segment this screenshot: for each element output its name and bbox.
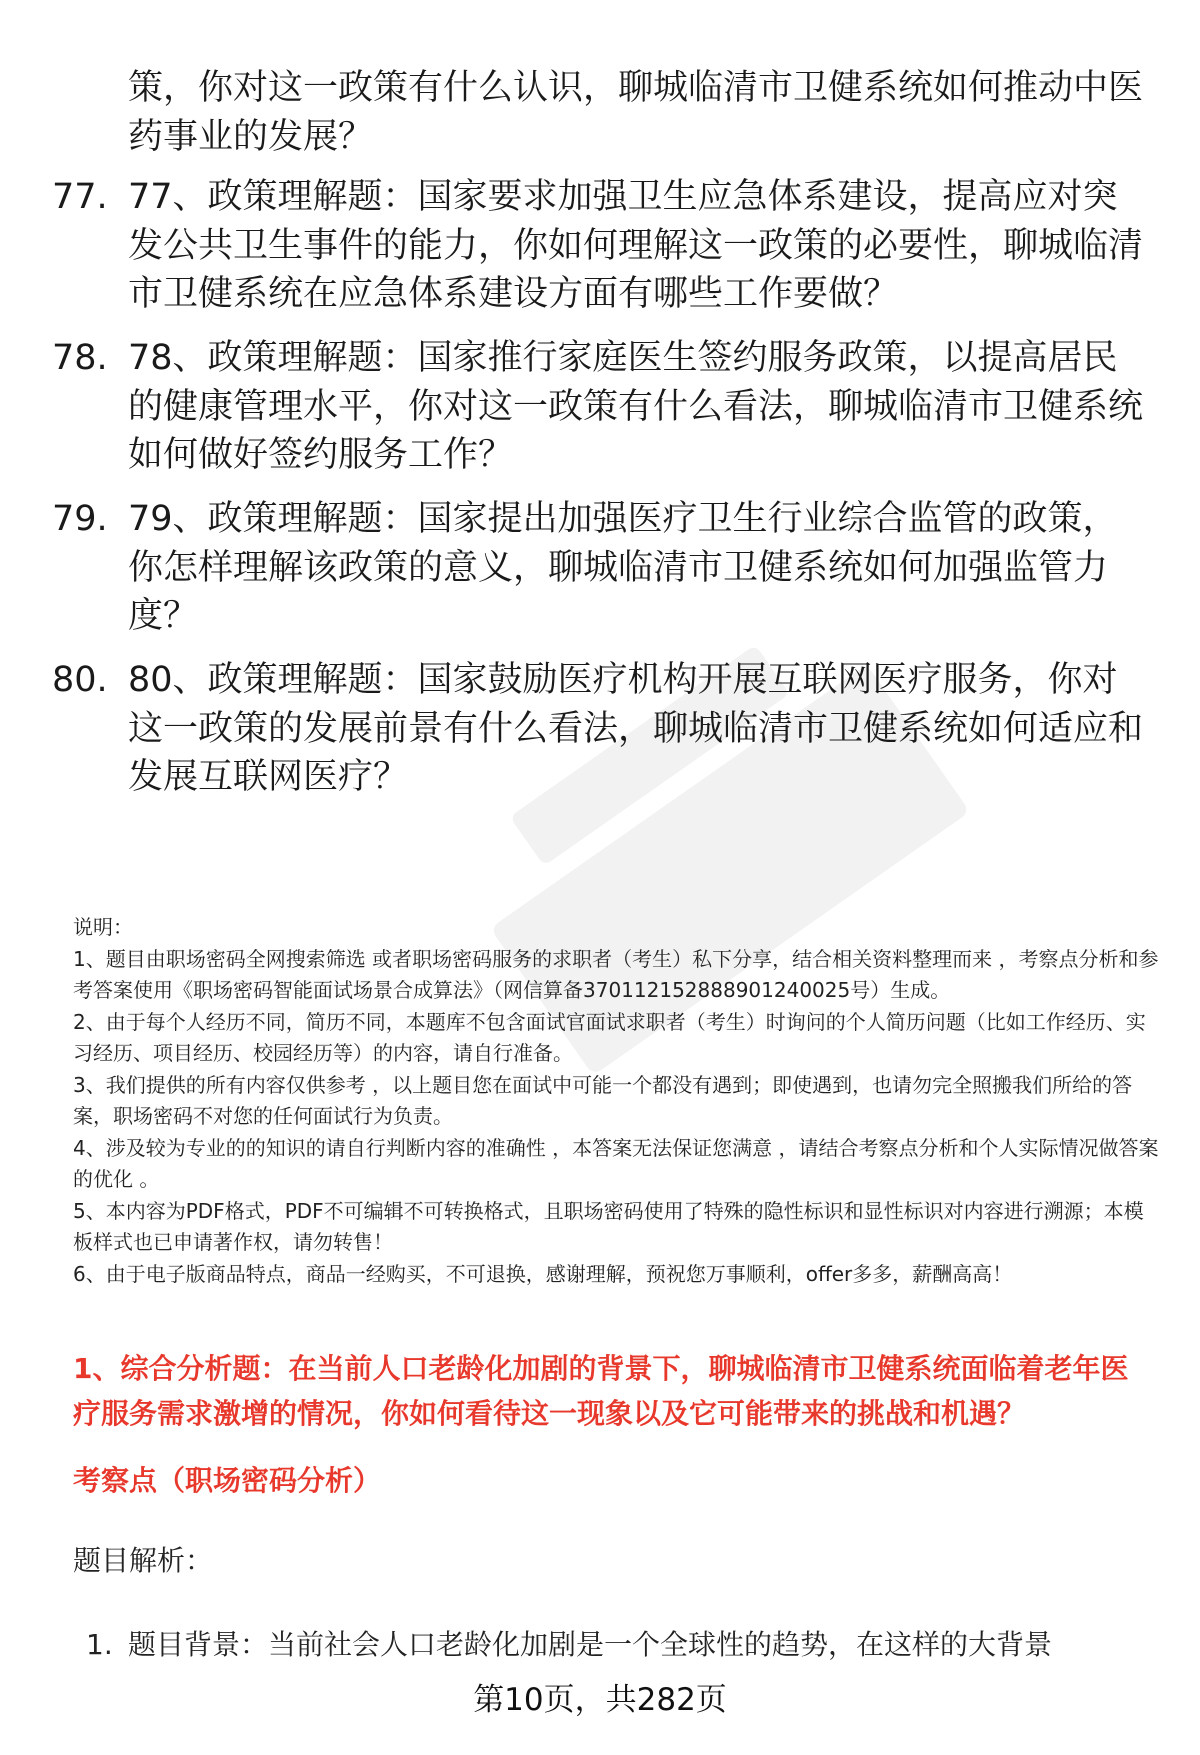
- page-number: 第10页，共282页: [473, 1682, 727, 1718]
- notes-section: [73, 912, 1163, 1290]
- question-text: 77、政策理解题：国家要求加强卫生应急体系建设，提高应对突发公共卫生事件的能力，你如何理解这一政策的必要性，聊城临清市卫健系统在应急体系建设方面有哪些工作要做？: [128, 177, 1144, 314]
- question-number: 79.: [52, 499, 108, 539]
- continued-question-text: 策，你对这一政策有什么认识，聊城临清市卫健系统如何推动中医药事业的发展？: [128, 68, 1144, 157]
- note-item: 5、本内容为PDF格式，PDF不可编辑不可转换格式，且职场密码使用了特殊的隐性标识和显性标识对内容进行溯源；本模板样式也已申请著作权，请勿转售！: [73, 1198, 1144, 1254]
- question-80: [52, 656, 1152, 802]
- notes-heading: 说明：: [73, 915, 133, 939]
- question-78: [52, 334, 1152, 480]
- list-number: 1.: [86, 1628, 113, 1661]
- question-text: 78、政策理解题：国家推行家庭医生签约服务政策，以提高居民的健康管理水平，你对这一政策有什么看法，聊城临清市卫健系统如何做好签约服务工作？: [128, 338, 1144, 475]
- note-item: 6、由于电子版商品特点，商品一经购买，不可退换，感谢理解，预祝您万事顺利，offer多多，薪酬高高！: [73, 1261, 1013, 1286]
- question-79: [52, 495, 1152, 641]
- note-item: 4、涉及较为专业的的知识的请自行判断内容的准确性 ，本答案无法保证您满意 ，请结合考察点分析和个人实际情况做答案的优化 。: [73, 1135, 1159, 1191]
- question-number: 78.: [52, 338, 108, 378]
- kaochadian-heading: 考察点（职场密码分析）: [73, 1464, 382, 1497]
- question-77: [52, 173, 1152, 319]
- list-text: 题目背景：当前社会人口老龄化加剧是一个全球性的趋势，在这样的大背景: [128, 1628, 1053, 1661]
- question-text: 79、政策理解题：国家提出加强医疗卫生行业综合监管的政策，你怎样理解该政策的意义，聊城临清市卫健系统如何加强监管力度？: [128, 499, 1118, 636]
- analysis-question-title: 1、综合分析题：在当前人口老龄化加剧的背景下，聊城临清市卫健系统面临着老年医疗服务需求激增的情况，你如何看待这一现象以及它可能带来的挑战和机遇？: [73, 1352, 1129, 1430]
- list-item: [86, 1625, 1166, 1665]
- question-number: 77.: [52, 177, 108, 217]
- question-text: 80、政策理解题：国家鼓励医疗机构开展互联网医疗服务，你对这一政策的发展前景有什么看法，聊城临清市卫健系统如何适应和发展互联网医疗？: [128, 660, 1144, 797]
- question-number: 80.: [52, 660, 108, 700]
- note-item: 3、我们提供的所有内容仅供参考 ，以上题目您在面试中可能一个都没有遇到；即使遇到，也请勿完全照搬我们所给的答案，职场密码不对您的任何面试行为负责。: [73, 1072, 1133, 1128]
- analysis-label: 题目解析：: [73, 1544, 214, 1577]
- note-item: 1、题目由职场密码全网搜索筛选 或者职场密码服务的求职者（考生）私下分享，结合相关资料整理而来 ，考察点分析和参考答案使用《职场密码智能面试场景合成算法》（网信算备370112152888901240025号）生成。: [73, 946, 1159, 1002]
- note-item: 2、由于每个人经历不同，简历不同，本题库不包含面试官面试求职者（考生）时询问的个人简历问题（比如工作经历、实习经历、项目经历、校园经历等）的内容，请自行准备。: [73, 1009, 1146, 1065]
